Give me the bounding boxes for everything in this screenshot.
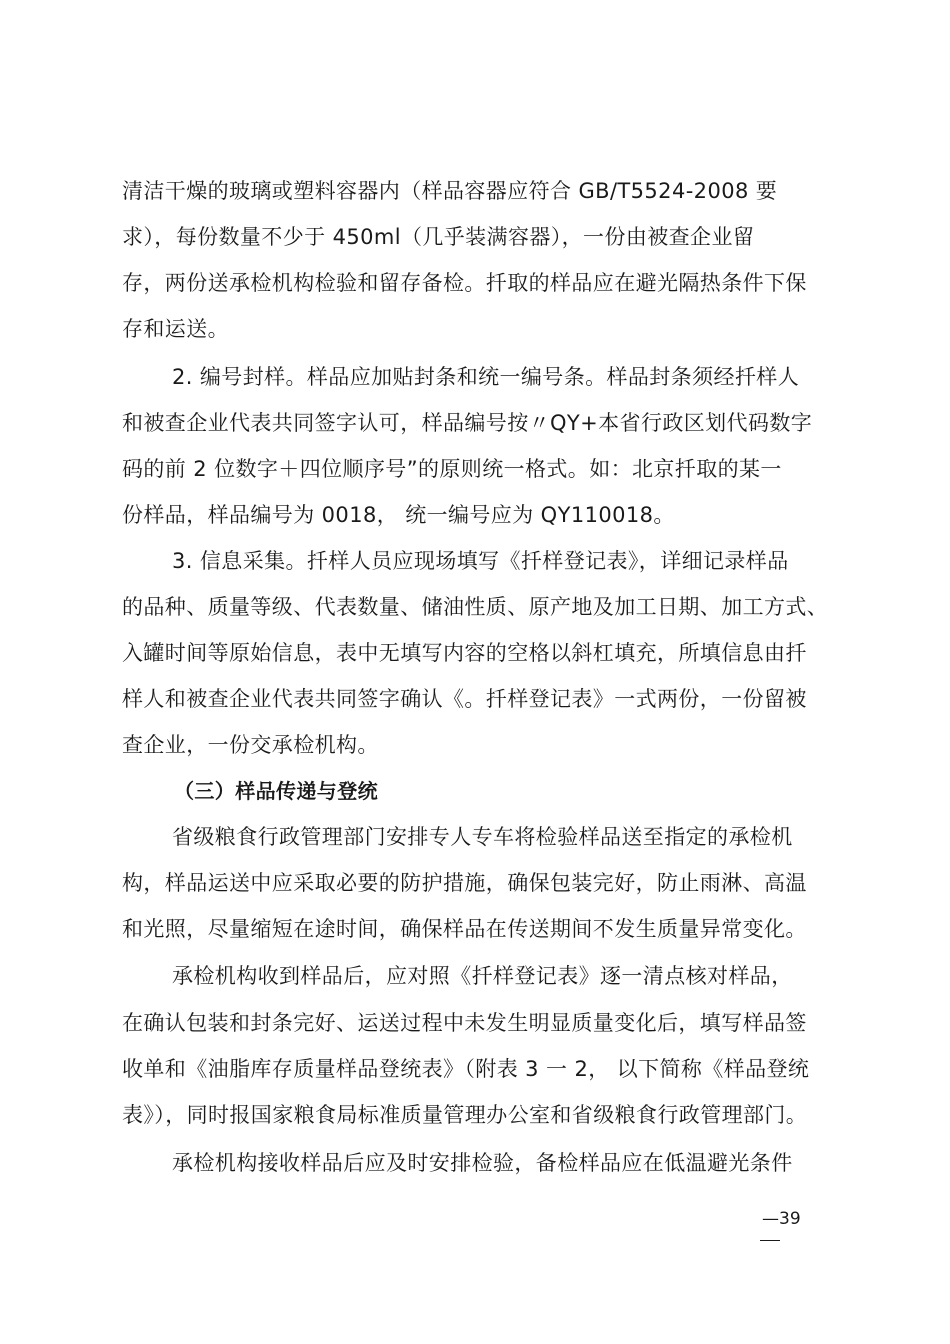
- paragraph-line: 在确认包装和封条完好、运送过程中未发生明显质量变化后，填写样品签: [122, 1011, 807, 1035]
- paragraph-line: 样人和被查企业代表共同签字确认《。扦样登记表》一式两份，一份留被: [122, 687, 807, 711]
- page-number-dash: [760, 1240, 780, 1241]
- paragraph-line: 存和运送。: [122, 317, 229, 341]
- paragraph-line: 存，两份送承检机构检验和留存备检。扦取的样品应在避光隔热条件下保: [122, 271, 807, 295]
- paragraph-line: 入罐时间等原始信息，表中无填写内容的空格以斜杠填充，所填信息由扦: [122, 641, 807, 665]
- paragraph-line: 承检机构接收样品后应及时安排检验，备检样品应在低温避光条件: [172, 1151, 793, 1175]
- paragraph-line: 收单和《油脂库存质量样品登统表》（附表 3 一 2， 以下简称《样品登统: [122, 1057, 810, 1081]
- paragraph-line: 承检机构收到样品后，应对照《扦样登记表》逐一清点核对样品，: [172, 964, 793, 988]
- paragraph-line: 求），每份数量不少于 450ml（几乎装满容器），一份由被查企业留: [122, 225, 755, 249]
- paragraph-line: 查企业，一份交承检机构。: [122, 733, 379, 757]
- paragraph-line: 2. 编号封样。样品应加贴封条和统一编号条。样品封条须经扦样人: [172, 365, 800, 389]
- paragraph-line: 和被查企业代表共同签字认可，样品编号按〃QY+本省行政区划代码数字: [122, 411, 813, 435]
- paragraph-line: 3. 信息采集。扦样人员应现场填写《扦样登记表》，详细记录样品: [172, 549, 789, 573]
- paragraph-line: 和光照，尽量缩短在途时间，确保样品在传送期间不发生质量异常变化。: [122, 917, 807, 941]
- paragraph-line: 表》），同时报国家粮食局标准质量管理办公室和省级粮食行政管理部门。: [122, 1103, 808, 1127]
- paragraph-line: 清洁干燥的玻璃或塑料容器内（样品容器应符合 GB/T5524-2008 要: [122, 179, 778, 203]
- paragraph-line: 省级粮食行政管理部门安排专人专车将检验样品送至指定的承检机: [172, 825, 793, 849]
- paragraph-line: 构，样品运送中应采取必要的防护措施，确保包装完好，防止雨淋、高温: [122, 871, 807, 895]
- page-number: —39: [762, 1209, 801, 1229]
- paragraph-line: 份样品，样品编号为 0018， 统一编号应为 QY110018。: [122, 503, 675, 527]
- section-heading: （三）样品传递与登统: [174, 779, 378, 803]
- paragraph-line: 码的前 2 位数字＋四位顺序号”的原则统一格式。如：北京扦取的某一: [122, 457, 782, 481]
- paragraph-line: 的品种、质量等级、代表数量、储油性质、原产地及加工日期、加工方式、: [122, 595, 829, 619]
